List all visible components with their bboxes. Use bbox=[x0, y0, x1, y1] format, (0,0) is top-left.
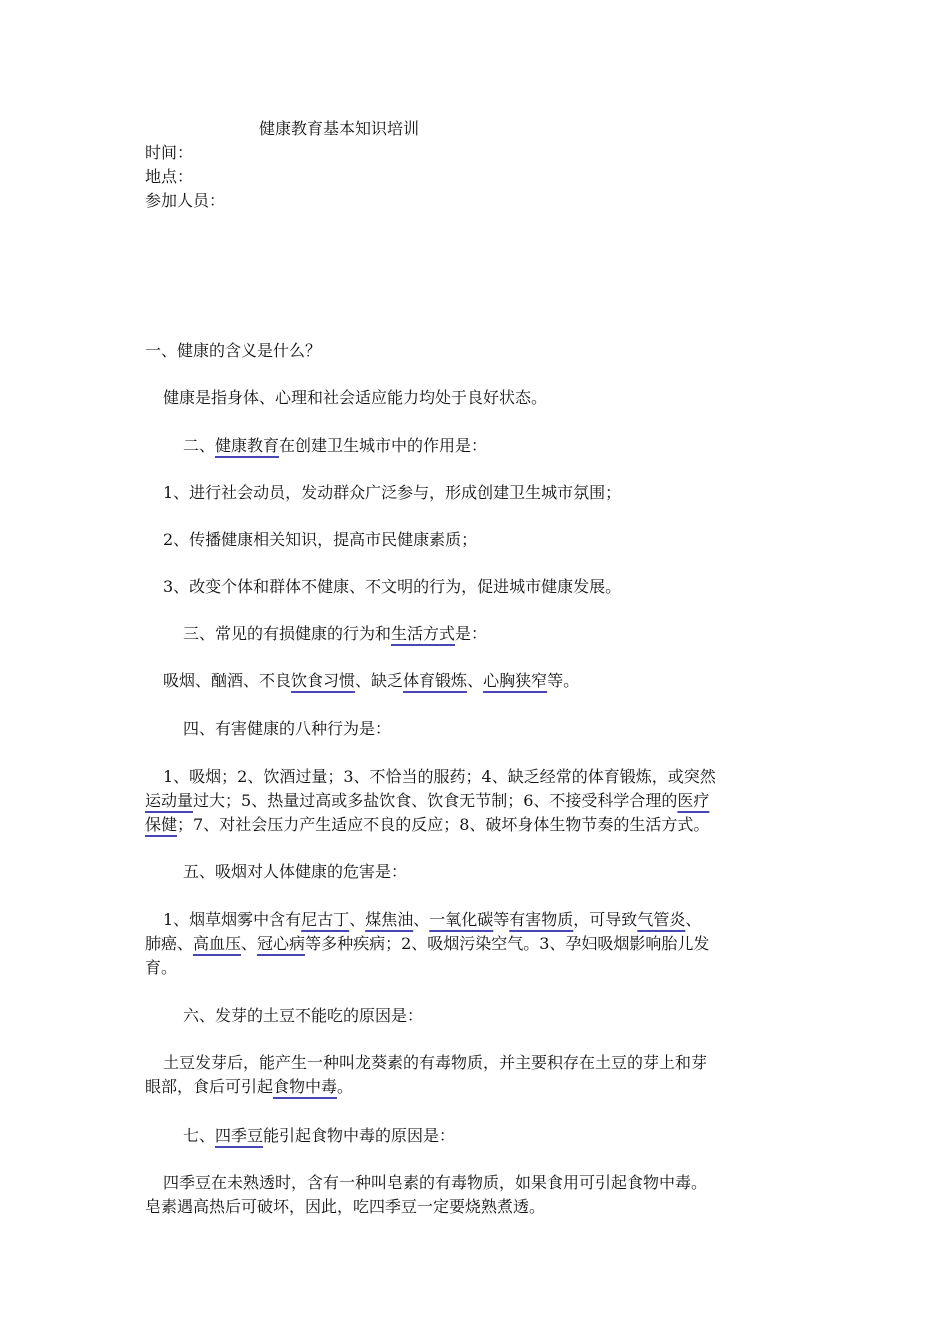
section-7-heading bbox=[183, 1124, 455, 1148]
text-span: 二、 bbox=[183, 436, 216, 455]
text-span: 吸烟、酗酒、不良 bbox=[163, 671, 292, 690]
section-1-heading: 一、健康的含义是什么？ bbox=[145, 341, 322, 360]
section-2-heading bbox=[183, 434, 487, 458]
text-span: 是： bbox=[455, 624, 488, 643]
text-span: 眼部，食后可引起 bbox=[145, 1077, 274, 1096]
keyword-link[interactable]: 气管炎 bbox=[637, 910, 686, 929]
section-6-line bbox=[145, 1075, 353, 1099]
text-span: 、 bbox=[685, 910, 702, 929]
section-3-body bbox=[163, 669, 579, 693]
section-2-item: 3、改变个体和群体不健康、不文明的行为，促进城市健康发展。 bbox=[163, 577, 622, 596]
meta-time: 时间： bbox=[145, 143, 194, 162]
section-2-item: 2、传播健康相关知识，提高市民健康素质； bbox=[163, 530, 478, 549]
keyword-link[interactable]: 四季豆 bbox=[215, 1126, 264, 1145]
keyword-link[interactable]: 高血压 bbox=[193, 934, 242, 953]
keyword-link[interactable]: 体育锻炼 bbox=[403, 671, 468, 690]
text-span: 、 bbox=[467, 671, 484, 690]
text-span: ，可导致 bbox=[573, 910, 638, 929]
section-4-line bbox=[145, 789, 709, 813]
text-span: 七、 bbox=[183, 1126, 216, 1145]
section-2-item: 1、进行社会动员，发动群众广泛参与，形成创建卫生城市氛围； bbox=[163, 483, 622, 502]
document-title: 健康教育基本知识培训 bbox=[259, 119, 420, 138]
text-span: 三、常见的有损健康的行为和 bbox=[183, 624, 392, 643]
keyword-link[interactable]: 保健 bbox=[145, 815, 178, 834]
keyword-link[interactable]: 冠心病 bbox=[257, 934, 306, 953]
section-5-heading: 五、吸烟对人体健康的危害是： bbox=[183, 862, 408, 881]
text-span: 肺癌、 bbox=[145, 934, 194, 953]
meta-place: 地点： bbox=[145, 167, 194, 186]
keyword-link[interactable]: 饮食习惯 bbox=[291, 671, 356, 690]
text-span: 等多种疾病；2、吸烟污染空气。3、孕妇吸烟影响胎儿发 bbox=[305, 934, 710, 953]
section-7-line: 四季豆在未熟透时，含有一种叫皂素的有毒物质，如果食用可引起食物中毒。 bbox=[163, 1173, 708, 1192]
keyword-link[interactable]: 健康教育 bbox=[215, 436, 280, 455]
text-span: 在创建卫生城市中的作用是： bbox=[279, 436, 488, 455]
meta-attendees: 参加人员： bbox=[145, 191, 226, 210]
text-span: 等。 bbox=[547, 671, 580, 690]
keyword-link[interactable]: 有害物质 bbox=[509, 910, 574, 929]
keyword-link[interactable]: 生活方式 bbox=[391, 624, 456, 643]
text-span: 、 bbox=[241, 934, 258, 953]
text-span: 。 bbox=[337, 1077, 354, 1096]
section-7-line: 皂素遇高热后可破坏，因此，吃四季豆一定要烧熟煮透。 bbox=[145, 1197, 546, 1216]
section-1-body: 健康是指身体、心理和社会适应能力均处于良好状态。 bbox=[163, 388, 548, 407]
text-span: 能引起食物中毒的原因是： bbox=[263, 1126, 456, 1145]
section-5-line bbox=[145, 932, 709, 956]
section-6-heading: 六、发芽的土豆不能吃的原因是： bbox=[183, 1006, 424, 1025]
section-5-line: 育。 bbox=[145, 958, 178, 977]
keyword-link[interactable]: 运动量 bbox=[145, 791, 194, 810]
text-span: 等 bbox=[493, 910, 510, 929]
text-span: 过大；5、热量过高或多盐饮食、饮食无节制；6、不接受科学合理的 bbox=[193, 791, 678, 810]
section-4-line bbox=[145, 813, 709, 837]
section-4-line: 1、吸烟；2、饮酒过量；3、不恰当的服药；4、缺乏经常的体育锻炼，或突然 bbox=[163, 767, 716, 786]
keyword-link[interactable]: 一氧化碳 bbox=[429, 910, 494, 929]
section-5-line bbox=[163, 908, 701, 932]
keyword-link[interactable]: 尼古丁 bbox=[301, 910, 350, 929]
text-span: 1、烟草烟雾中含有 bbox=[163, 910, 302, 929]
section-3-heading bbox=[183, 622, 487, 646]
keyword-link[interactable]: 煤焦油 bbox=[365, 910, 414, 929]
section-6-line: 土豆发芽后，能产生一种叫龙葵素的有毒物质，并主要积存在土豆的芽上和芽 bbox=[163, 1053, 708, 1072]
text-span: 、 bbox=[413, 910, 430, 929]
section-4-heading: 四、有害健康的八种行为是： bbox=[183, 719, 392, 738]
text-span: ；7、对社会压力产生适应不良的反应；8、破坏身体生物节奏的生活方式。 bbox=[177, 815, 710, 834]
keyword-link[interactable]: 心胸狭窄 bbox=[483, 671, 548, 690]
keyword-link[interactable]: 医疗 bbox=[677, 791, 710, 810]
text-span: 、 bbox=[349, 910, 366, 929]
text-span: 、缺乏 bbox=[355, 671, 404, 690]
keyword-link[interactable]: 食物中毒 bbox=[273, 1077, 338, 1096]
